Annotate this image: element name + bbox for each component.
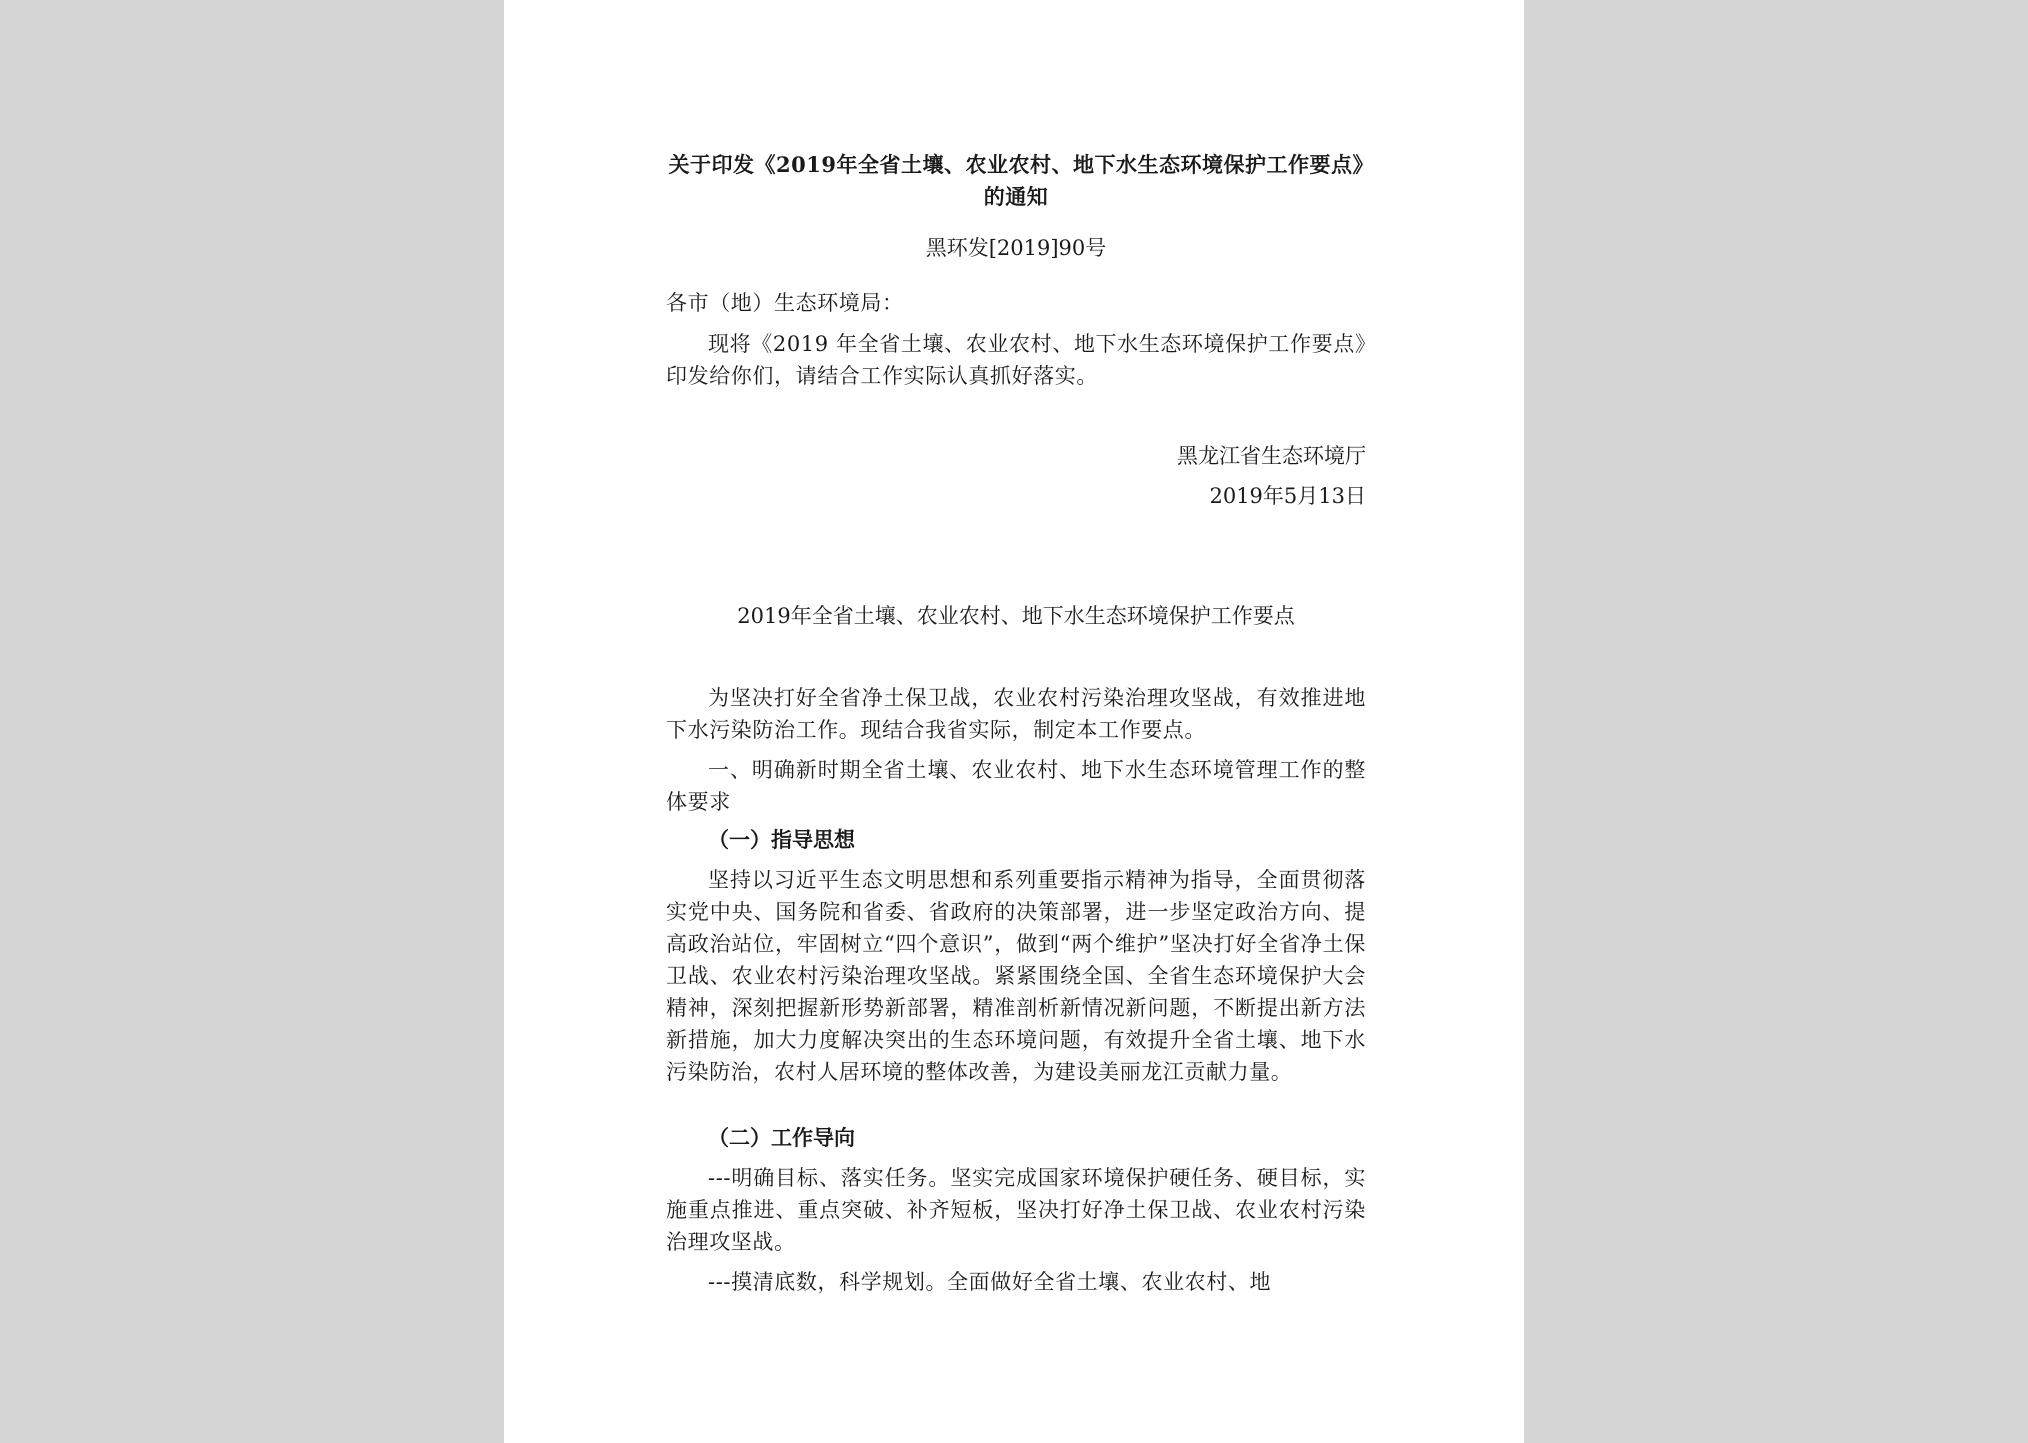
orientation-item-2: ---摸清底数，科学规划。全面做好全省土壤、农业农村、地 — [708, 1270, 1272, 1294]
subsection-heading-work-orientation: （二）工作导向 — [708, 1125, 855, 1150]
document-number: 黑环发[2019]90号 — [925, 236, 1107, 260]
orientation-item-1: ---明确目标、落实任务。坚实完成国家环境保护硬任务、硬目标，实施重点推进、重点突破、补齐短板，坚决打好净土保卫战、农业农村污染治理攻坚战。 — [666, 1166, 1366, 1254]
document-title: 关于印发《2019年全省土壤、农业农村、地下水生态环境保护工作要点》的通知 — [668, 152, 1364, 209]
subsection-heading-guiding-ideology: （一）指导思想 — [708, 827, 855, 852]
attachment-title: 2019年全省土壤、农业农村、地下水生态环境保护工作要点 — [737, 604, 1295, 628]
intro-paragraph: 现将《2019 年全省土壤、农业农村、地下水生态环境保护工作要点》印发给你们，请结合工作实际认真抓好落实。 — [666, 332, 1366, 388]
section-heading-1: 一、明确新时期全省土壤、农业农村、地下水生态环境管理工作的整体要求 — [666, 758, 1366, 814]
salutation: 各市（地）生态环境局： — [666, 291, 904, 315]
guiding-ideology-paragraph: 坚持以习近平生态文明思想和系列重要指示精神为指导，全面贯彻落实党中央、国务院和省委、省政府的决策部署，进一步坚定政治方向、提高政治站位，牢固树立“四个意识”，做到“两个维护”坚决打好全省净土保卫战、农业农村污染治理攻坚战。紧紧围绕全国、全省生态环境保护大会精神，深刻把握新形势新部署，精准剖析新情况新问题，不断提出新方法新措施，加大力度解决突出的生态环境问题，有效提升全省土壤、地下水污染防治，农村人居环境的整体改善，为建设美丽龙江贡献力量。 — [666, 868, 1366, 1084]
document-page — [504, 0, 1524, 1443]
issue-date: 2019年5月13日 — [1209, 484, 1366, 508]
issuer: 黑龙江省生态环境厅 — [1177, 444, 1366, 468]
preamble-paragraph: 为坚决打好全省净土保卫战，农业农村污染治理攻坚战，有效推进地下水污染防治工作。现结合我省实际，制定本工作要点。 — [666, 686, 1366, 742]
